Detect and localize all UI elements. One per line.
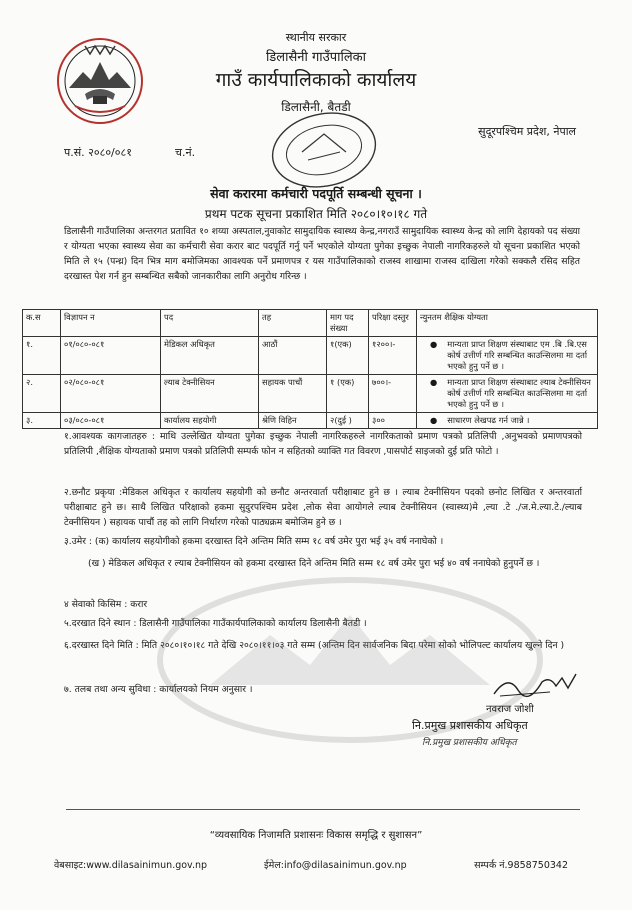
section-application-date: ६.दरखास्त दिने मिति : मिति २०८०।१०।१८ गते देखि २०८०।११।०३ गते सम्म (अन्तिम दिन सार्वजनिक बिदा परेमा सोको भोलिपल्ट कार्यालय खुल्ने दिन ) [64,640,565,651]
cell-sn: १. [23,337,61,375]
cell-fee: ३०० [369,413,417,429]
col-qualification: न्युनतम शैक्षिक योग्यता [417,310,598,337]
bullet-icon: ● [430,415,438,425]
section-salary: ७. तलब तथा अन्य सुविधा : कार्यालयको नियम अनुसार । [64,684,253,695]
header-municipality: डिलासैनी गाउँपालिका [265,50,367,65]
cell-adv: ०२/०८०-०८१ [61,375,161,413]
vacancy-table [22,309,598,429]
table-row [23,413,598,429]
footer-website[interactable]: वेबसाइट:www.dilasainimun.gov.np [54,860,208,871]
cell-fee: ७००।- [369,375,417,413]
table-row [23,375,598,413]
section-age-b: (ख ) मेडिकल अधिकृत र ल्याब टेक्नीसियन को हकमा दरखास्त दिने अन्तिम मिति सम्म १८ वर्ष उमेर पुरा भई ४० वर्ष ननाघेको हुनुपर्ने छ । [88,558,540,569]
col-level: तह [259,310,327,337]
cell-post: ल्याब टेक्नीसियन [161,375,259,413]
col-fee: परिक्षा दस्तुर [369,310,417,337]
cell-level: सहायक पाचौं [259,375,327,413]
designation-stamp: नि.प्रमुख प्रशासकीय अधिकृत [422,738,517,748]
section-application-place: ५.दरखात दिने स्थान : डिलासैनी गाउँपालिका गाउँकार्यपालिकाको कार्यालय डिलासैनी बैतडी । [64,618,367,629]
notice-intro: डिलासैनी गाउँपालिका अन्तरगत प्रतावित १० शय्या अस्पताल,नुवाकोट सामुदायिक स्वास्थ्य केन्द्र,नगराउँ सामुदायिक स्वास्थ्य केन्द्र को लागि देहायको पद संख्या र योग्यता भएका स्वास्थ्य सेवा का कर्मचारी सेवा करार बाट पदपूर्ति गर्नु पर्ने भएकोले योग्यता पुगेका इच्छुक नेपाली नागरिकहरुले यो सूचना प्रकाशित भएको मिति ले १५ (पन्ध्र) दिन भित्र माग बमोजिमका आवश्यक पर्ने प्रमाणपत्र र यस गाउँपालिकाको राजस्व शाखामा राजस्व दाखिला गरेको सक्कलै रसिद सहित दरखास्त पेश गर्न हुन सम्बन्धित सबैको जानकारीका लागि अनुरोध गरिन्छ । [64,226,580,282]
col-count: माग पद संख्या [327,310,369,337]
cell-sn: २. [23,375,61,413]
footer-email[interactable]: ईमेल:info@dilasainimun.gov.np [264,860,407,871]
signature-icon [490,668,580,700]
header-address: डिलासैनी, बैतडी [281,100,351,114]
bullet-icon: ● [430,339,438,349]
cell-level: श्रेणि विहिन [259,413,327,429]
section-documents: १.आवश्यक कागजातहरु : माथि उल्लेखित योग्यता पुगेका इच्छुक नेपाली नागरिकहरुले नागरिकताको प्रमाण पत्रको प्रतिलिपी ,अनुभवको प्रमाणपत्रको प्रतिलिपी ,शैक्षिक योग्यताको प्रमाण पत्रको प्रतिलिपी सम्पर्क फोन न सहितको व्याक्ति गत विवरण ,पासपोर्ट साइजको दुई प्रति फोटो । [64,431,582,457]
cell-level: आठौं [259,337,327,375]
cell-qualification: ● मान्यता प्राप्त शिक्षण संस्थाबाट ल्याब टेक्नीसियन कोर्ष उत्तीर्ण गरि सम्बन्धित काउन्सिलमा मा दर्ता भएको हुनु पर्ने छ । [417,375,598,413]
header-province: सुदूरपश्चिम प्रदेश, नेपाल [478,125,576,138]
signatory-name: नवराज जोशी [486,704,534,715]
cell-adv: ०३/०८०-०८१ [61,413,161,429]
cell-qualification: ● मान्यता प्राप्त शिक्षण संस्थाबाट एम .बि .बि.एस कोर्ष उत्तीर्ण गरि सम्बन्धित काउन्सिलमा मा दर्ता भएको हुनु पर्ने छ । [417,337,598,375]
table-row [23,337,598,375]
cell-fee: १२००।- [369,337,417,375]
section-selection: २.छनौट प्रकृया :मेडिकल अधिकृत र कार्यालय सहयोगी को छनौट अन्तरवार्ता परीक्षाबाट हुने छ । ल्याब टेक्नीसियन पदको छनोट लिखित र अन्तरवार्ता परीक्षाबाट हुने छ। साथै लिखित परिक्षाको हकमा सुदुरपश्चिम प्रदेश ,लोक सेवा आयोगले ल्याब टेक्नीसियन (स्वास्थ्य)मे ,ल्या .टे ./ज.मे.ल्या.टे./ल्याब टेक्नीसियन ) सहायक पाचौं तह को लागि निर्धारण गरेको पाठ्यक्रम बमोजिम हुने छ । [64,487,582,528]
notice-title: सेवा करारमा कर्मचारी पदपूर्ति सम्बन्धी सूचना । [210,186,422,201]
header-government: स्थानीय सरकार [285,31,347,44]
cell-count: १(एक) [327,337,369,375]
footer-phone: सम्पर्क नं.9858750342 [474,860,568,871]
office-stamp-icon [268,108,380,192]
col-advertisement: विज्ञापन न [61,310,161,337]
col-sn: क.स [23,310,61,337]
dispatch-number: च.नं. [175,146,196,159]
col-post: पद [161,310,259,337]
footer-divider [66,809,580,810]
reference-number: प.सं. २०८०/०८१ [64,146,132,159]
cell-qualification: ● साधारण लेखपढ गर्न जान्ने । [417,413,598,429]
bullet-icon: ● [430,377,438,387]
cell-sn: ३. [23,413,61,429]
cell-adv: ०१/०८०-०८१ [61,337,161,375]
signatory-designation: नि.प्रमुख प्रशासकीय अधिकृत [412,719,528,732]
footer-slogan: “व्यवसायिक निजामति प्रशासनः विकास समृद्धि र सुशासन” [209,830,423,841]
cell-post: कार्यालय सहयोगी [161,413,259,429]
cell-post: मेडिकल अधिकृत [161,337,259,375]
table-header-row [23,310,598,337]
cell-count: १ (एक) [327,375,369,413]
header-office: गाउँ कार्यपालिकाको कार्यालय [215,69,417,91]
cell-count: २(दुई ) [327,413,369,429]
notice-subtitle: प्रथम पटक सूचना प्रकाशित मिति २०८०।१०।१८ गते [204,207,428,221]
section-age-a: ३.उमेर : (क) कार्यालय सहयोगीको हकमा दरखास्त दिने अन्तिम मिति सम्म १८ वर्ष उमेर पुरा भई ३५ वर्ष ननाघेको । [64,536,444,547]
section-service-type: ४ सेवाको किसिम : करार [64,599,148,610]
